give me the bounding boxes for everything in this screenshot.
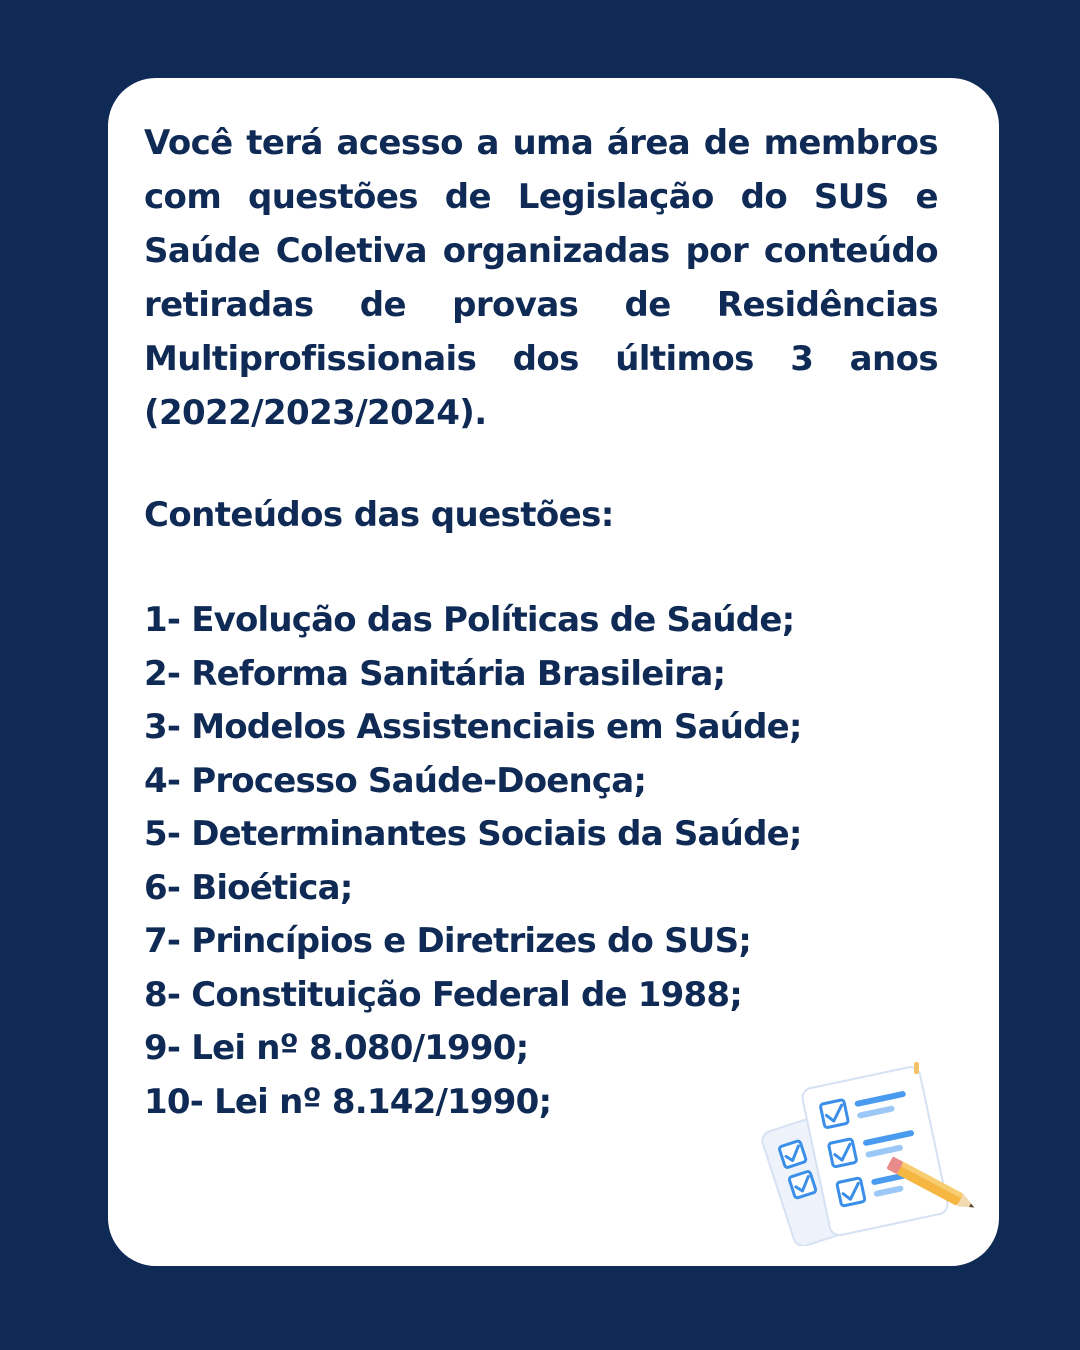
list-item: 7- Princípios e Diretrizes do SUS;: [144, 921, 752, 961]
list-item: 10- Lei nº 8.142/1990;: [144, 1081, 552, 1122]
list-item: 6- Bioética;: [144, 867, 353, 908]
content-card: [108, 78, 999, 1266]
list-item: 4- Processo Saúde-Doença;: [144, 760, 647, 801]
list-item: 2- Reforma Sanitária Brasileira;: [144, 653, 726, 694]
topics-list: [144, 594, 938, 1129]
list-item: 5- Determinantes Sociais da Saúde;: [144, 814, 802, 854]
intro-paragraph: Você terá acesso a uma área de membros com questões de Legislação do SUS e Saúde Coletiva organizadas por conteúdo retiradas de provas de Residências Multiprofissionais dos últimos 3 anos (2022/2023/2024).: [144, 123, 938, 433]
list-item: 8- Constituição Federal de 1988;: [144, 974, 743, 1015]
topics-heading: Conteúdos das questões:: [144, 495, 614, 535]
list-item: 9- Lei nº 8.080/1990;: [144, 1028, 529, 1068]
checklist-with-pencil-icon: [756, 1056, 982, 1246]
list-item: 1- Evolução das Políticas de Saúde;: [144, 600, 795, 640]
list-item: 3- Modelos Assistenciais em Saúde;: [144, 707, 802, 747]
card-content: [144, 116, 938, 1129]
